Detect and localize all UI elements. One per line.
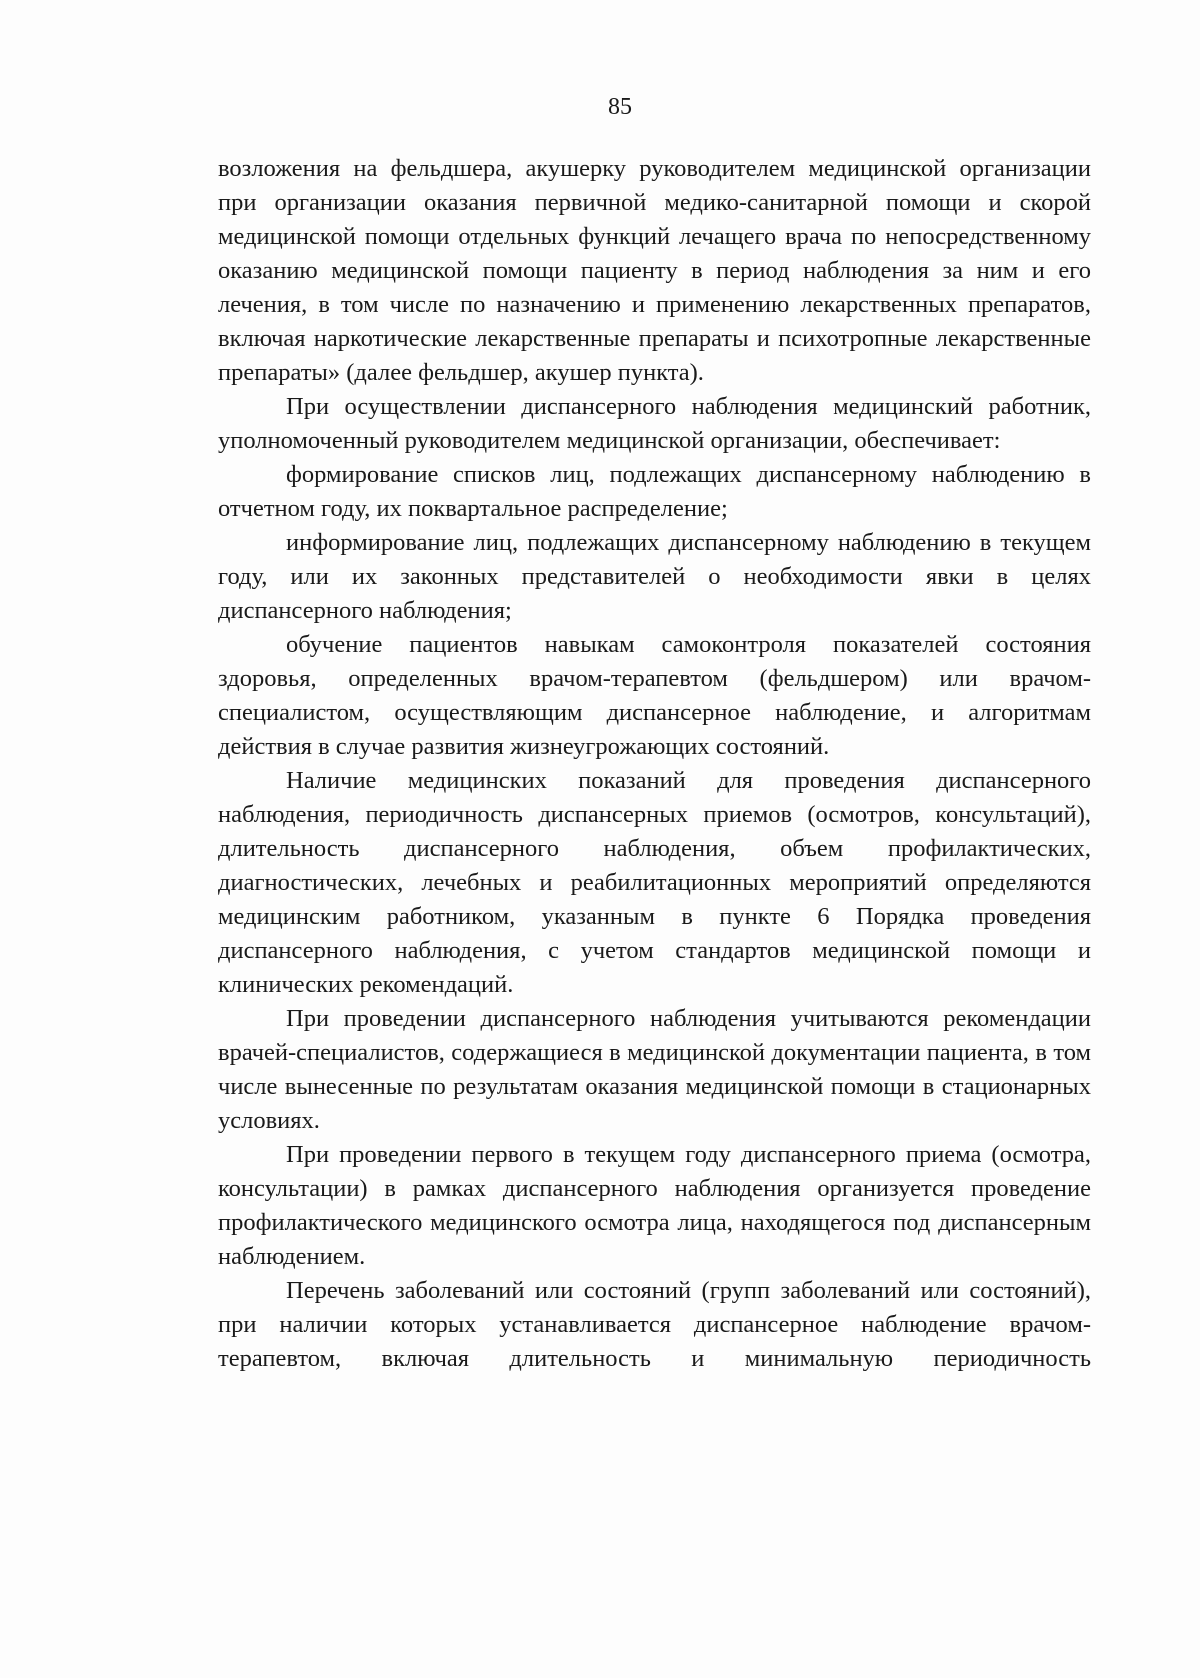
body-text <box>218 152 1091 1376</box>
paragraph-list-formation: формирование списков лиц, подлежащих диспансерному наблюдению в отчетном году, их поквартальное распределение; <box>218 461 1091 522</box>
paragraph-recommendations: При проведении диспансерного наблюдения учитываются рекомендации врачей-специалистов, содержащиеся в медицинской документации пациента, в том числе вынесенные по результатам оказания медицинской помощи в стационарных условиях. <box>218 1005 1091 1134</box>
paragraph-continuation: возложения на фельдшера, акушерку руководителем медицинской организации при организации оказания первичной медико-санитарной помощи и скорой медицинской помощи отдельных функций лечащего врача по непосредственному оказанию медицинской помощи пациенту в период наблюдения за ним и его лечения, в том числе по назначению и применению лекарственных препаратов, включая наркотические лекарственные препараты и психотропные лекарственные препараты» (далее фельдшер, акушер пункта). <box>218 155 1091 386</box>
paragraph-informing: информирование лиц, подлежащих диспансерному наблюдению в текущем году, или их законных представителей о необходимости явки в целях диспансерного наблюдения; <box>218 529 1091 624</box>
paragraph-indications: Наличие медицинских показаний для проведения диспансерного наблюдения, периодичность диспансерных приемов (осмотров, консультаций), длительность диспансерного наблюдения, объем профилактических, диагностических, лечебных и реабилитационных мероприятий определяются медицинским работником, указанным в пункте 6 Порядка проведения диспансерного наблюдения, с учетом стандартов медицинской помощи и клинических рекомендаций. <box>218 767 1091 998</box>
page-number: 85 <box>608 94 632 120</box>
paragraph-responsibilities-intro: При осуществлении диспансерного наблюдения медицинский работник, уполномоченный руководителем медицинской организации, обеспечивает: <box>218 393 1091 454</box>
paragraph-disease-list: Перечень заболеваний или состояний (групп заболеваний или состояний), при наличии которых устанавливается диспансерное наблюдение врачом-терапевтом, включая длительность и минимальную периодичность <box>218 1277 1091 1372</box>
paragraph-first-visit: При проведении первого в текущем году диспансерного приема (осмотра, консультации) в рамках диспансерного наблюдения организуется проведение профилактического медицинского осмотра лица, находящегося под диспансерным наблюдением. <box>218 1141 1091 1270</box>
paragraph-training: обучение пациентов навыкам самоконтроля показателей состояния здоровья, определенных врачом-терапевтом (фельдшером) или врачом-специалистом, осуществляющим диспансерное наблюдение, и алгоритмам действия в случае развития жизнеугрожающих состояний. <box>218 631 1091 760</box>
